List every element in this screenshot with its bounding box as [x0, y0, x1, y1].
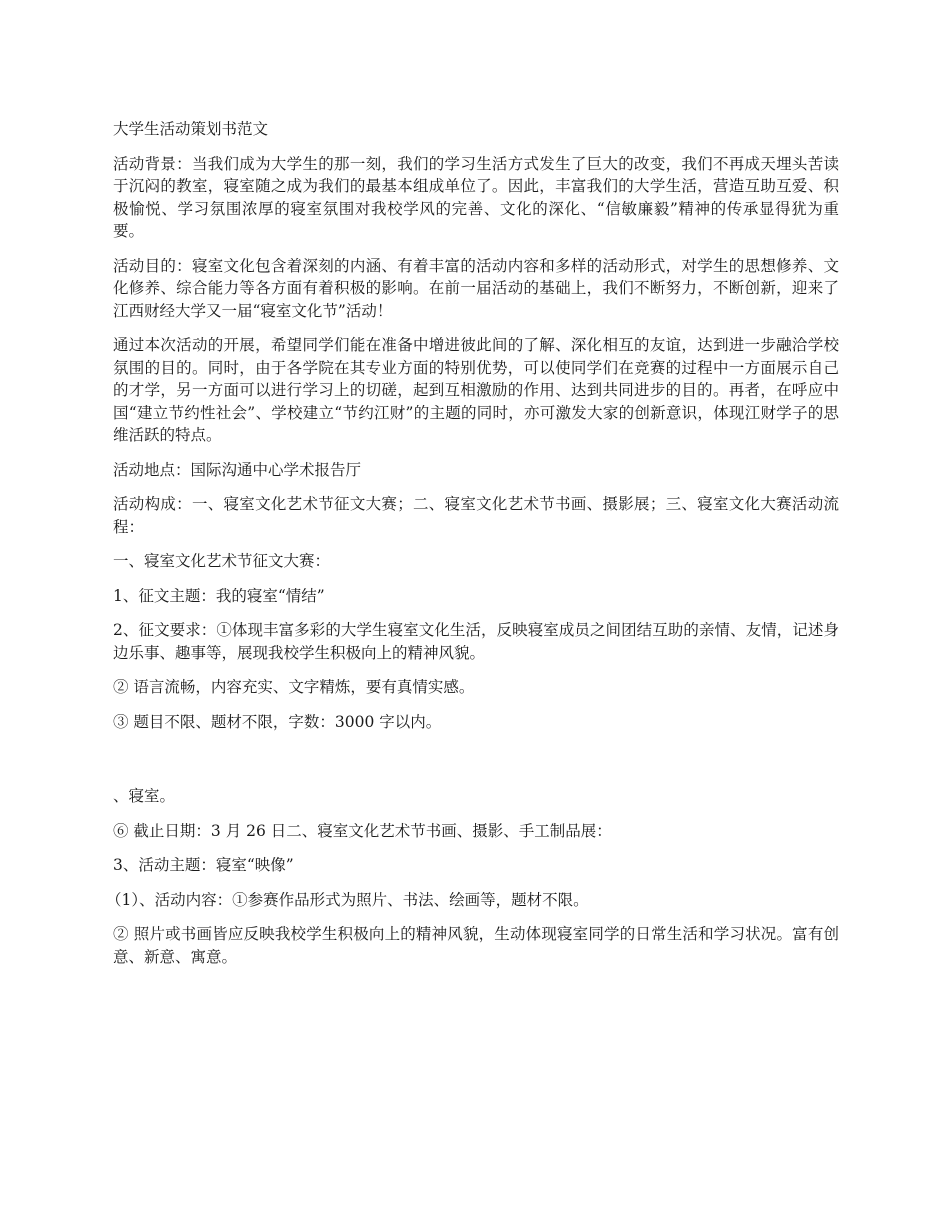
paragraph-essay-theme: 1、征文主题：我的寝室“情结”: [113, 586, 325, 605]
paragraph-purpose: 活动目的：寝室文化包含着深刻的内涵、有着丰富的活动内容和多样的活动形式，对学生的思想修养、文化修养、综合能力等各方面有着积极的影响。在前一届活动的基础上，我们不断努力，不断创新，迎来了江西财经大学又一届“寝室文化节”活动！: [113, 256, 839, 320]
paragraph-requirement-2: ② 语言流畅，内容充实、文字精炼，要有真情实感。: [113, 678, 475, 696]
paragraph-activity-content: （1）、活动内容：①参赛作品形式为照片、书法、绘画等，题材不限。: [106, 890, 589, 909]
paragraph-composition: 活动构成：一、寝室文化艺术节征文大赛；二、寝室文化艺术节书画、摄影展；三、寝室文化大赛活动流程：: [113, 495, 839, 536]
paragraph-work-requirements: ② 照片或书画皆应反映我校学生积极向上的精神风貌，生动体现寝室同学的日常生活和学习状况。富有创意、新意、寓意。: [113, 925, 839, 966]
document-title: 大学生活动策划书范文: [113, 120, 269, 138]
paragraph-location: 活动地点：国际沟通中心学术报告厅: [113, 460, 362, 479]
blank-gap: [113, 745, 839, 785]
document-page: [106, 118, 839, 980]
paragraph-background: 活动背景：当我们成为大学生的那一刻，我们的学习生活方式发生了巨大的改变，我们不再成天埋头苦读于沉闷的教室，寝室随之成为我们的最基本组成单位了。因此，丰富我们的大学生活，营造互助互爱、积极愉悦、学习氛围浓厚的寝室氛围对我校学风的完善、文化的深化、“信敏廉毅”精神的传承显得犹为重要。: [113, 154, 839, 240]
paragraph-activity-theme: 3、活动主题：寝室“映像”: [113, 856, 294, 874]
paragraph-dormitory-fragment: 、寝室。: [113, 787, 176, 805]
paragraph-requirement-3: ③ 题目不限、题材不限，字数：3000 字以内。: [113, 712, 442, 731]
paragraph-expectation: 通过本次活动的开展，希望同学们能在准备中增进彼此间的了解、深化相互的友谊，达到进一步融洽学校氛围的目的。同时，由于各学院在其专业方面的特别优势，可以使同学们在竞赛的过程中一方面展示自己的才学，另一方面可以进行学习上的切磋，起到互相激励的作用、达到共同进步的目的。再者，在呼应中国“建立节约性社会”、学校建立“节约江财”的主题的同时，亦可激发大家的创新意识，体现江财学子的思维活跃的特点。: [113, 336, 839, 444]
paragraph-deadline: ⑥ 截止日期：3 月 26 日二、寝室文化艺术节书画、摄影、手工制品展：: [113, 821, 612, 840]
paragraph-essay-requirements: 2、征文要求：①体现丰富多彩的大学生寝室文化生活，反映寝室成员之间团结互助的亲情、友情，记述身边乐事、趣事等，展现我校学生积极向上的精神风貌。: [113, 621, 839, 662]
section-heading-essay-contest: 一、寝室文化艺术节征文大赛：: [113, 552, 331, 570]
